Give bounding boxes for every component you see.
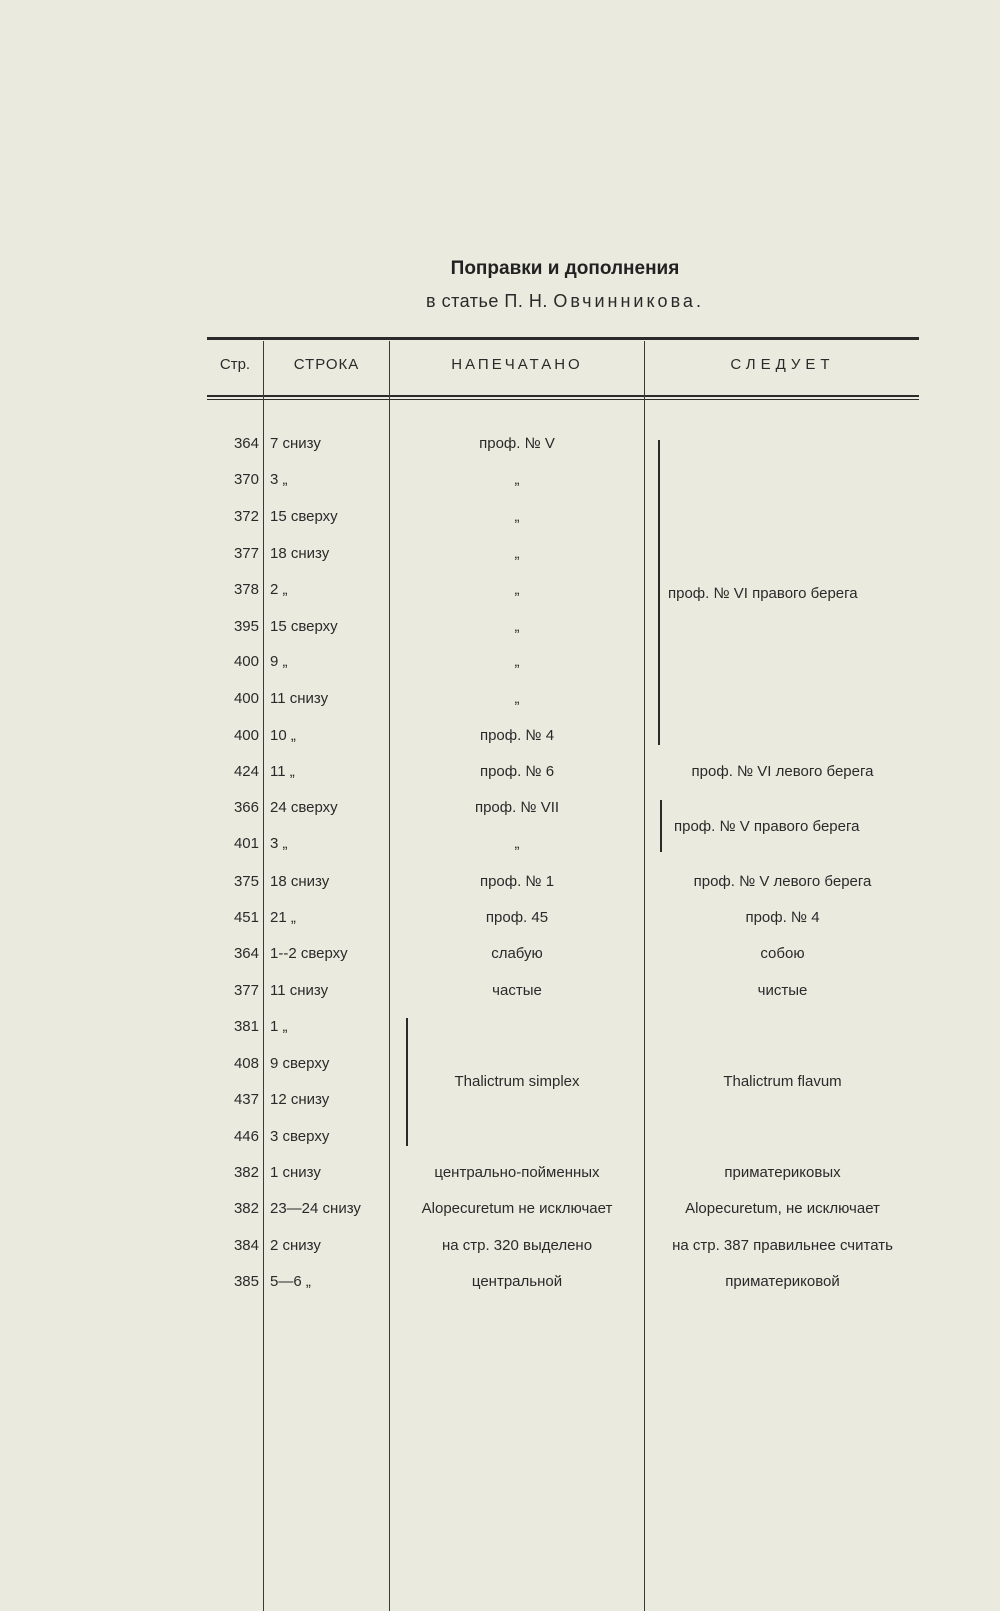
cell-line: 24 сверху [270, 799, 338, 816]
table-header-rule-1 [207, 395, 919, 397]
cell-printed: проф. № 4 [479, 727, 555, 744]
cell-page: 366 [233, 799, 259, 816]
cell-page: 395 [233, 618, 259, 635]
cell-line: 11 „ [270, 763, 295, 780]
cell-page: 382 [233, 1164, 259, 1181]
cell-line: 15 сверху [270, 508, 338, 525]
cell-page: 451 [233, 909, 259, 926]
cell-should: приматериковых [724, 1164, 841, 1181]
group-should-thalictrum: Thalictrum flavum [723, 1073, 842, 1090]
cell-page: 437 [233, 1091, 259, 1108]
column-divider-2 [389, 341, 390, 1611]
cell-page: 377 [233, 545, 259, 562]
cell-page: 385 [233, 1273, 259, 1290]
cell-line: 5—6 „ [270, 1273, 311, 1290]
cell-printed: „ [514, 508, 520, 525]
cell-page: 370 [233, 471, 259, 488]
cell-should: Alopecuretum, не исключает [685, 1200, 880, 1217]
table-header-rule-2 [207, 399, 919, 400]
cell-printed: „ [514, 835, 520, 852]
page-subtitle [0, 291, 1000, 312]
group-should-right-bank-v: проф. № V правого берега [674, 818, 860, 835]
cell-line: 10 „ [270, 727, 296, 744]
cell-line: 1 снизу [270, 1164, 321, 1181]
cell-line: 11 снизу [270, 690, 329, 707]
subtitle-author: Овчинникова. [553, 291, 704, 311]
cell-line: 9 „ [270, 653, 288, 670]
cell-printed: проф. № VII [474, 799, 560, 816]
cell-printed: слабую [491, 945, 543, 962]
cell-line: 23—24 снизу [270, 1200, 361, 1217]
cell-should: проф. № 4 [745, 909, 820, 926]
cell-printed: частые [492, 982, 542, 999]
cell-line: 18 снизу [270, 545, 330, 562]
brace-should-vi [658, 440, 660, 745]
cell-line: 1 „ [270, 1018, 288, 1035]
cell-printed: на стр. 320 выделено [441, 1237, 593, 1254]
column-divider-1 [263, 341, 264, 1611]
cell-page: 400 [233, 653, 259, 670]
cell-page: 375 [233, 873, 259, 890]
header-line: СТРОКА [293, 356, 360, 373]
cell-printed: „ [514, 581, 520, 598]
cell-page: 384 [233, 1237, 259, 1254]
cell-page: 372 [233, 508, 259, 525]
cell-page: 378 [233, 581, 259, 598]
cell-line: 2 снизу [270, 1237, 321, 1254]
cell-page: 446 [233, 1128, 259, 1145]
cell-printed: проф. № V [479, 435, 555, 452]
column-divider-3 [644, 341, 645, 1611]
header-printed: НАПЕЧАТАНО [451, 356, 583, 373]
subtitle-prefix: в статье П. Н. [426, 291, 548, 311]
cell-should: чистые [757, 982, 808, 999]
cell-printed: „ [514, 545, 520, 562]
cell-page: 364 [233, 945, 259, 962]
cell-page: 382 [233, 1200, 259, 1217]
cell-printed: Alopecuretum не исключает [421, 1200, 613, 1217]
cell-line: 12 снизу [270, 1091, 330, 1108]
cell-page: 377 [233, 982, 259, 999]
group-should-right-bank-vi: проф. № VI правого берега [668, 585, 858, 602]
cell-line: 3 „ [270, 471, 288, 488]
cell-printed: „ [514, 690, 520, 707]
cell-page: 400 [233, 727, 259, 744]
cell-line: 3 сверху [270, 1128, 330, 1145]
header-page: Стр. [219, 356, 251, 373]
cell-printed: „ [514, 653, 520, 670]
cell-printed: центрально-пойменных [434, 1164, 600, 1181]
cell-page: 381 [233, 1018, 259, 1035]
brace-should-v [660, 800, 662, 852]
cell-line: 7 снизу [270, 435, 321, 452]
cell-should: проф. № V левого берега [693, 873, 872, 890]
cell-should: приматериковой [725, 1273, 840, 1290]
cell-printed: проф. 45 [485, 909, 549, 926]
cell-page: 364 [233, 435, 259, 452]
cell-printed: „ [514, 471, 520, 488]
cell-line: 18 снизу [270, 873, 330, 890]
cell-page: 400 [233, 690, 259, 707]
cell-should: на стр. 387 правильнее считать [672, 1237, 893, 1254]
cell-page: 408 [233, 1055, 259, 1072]
cell-line: 21 „ [270, 909, 296, 926]
cell-printed: „ [514, 618, 520, 635]
cell-line: 11 снизу [270, 982, 329, 999]
cell-page: 424 [233, 763, 259, 780]
cell-should: проф. № VI левого берега [691, 763, 874, 780]
page-title: Поправки и дополнения [450, 258, 680, 279]
cell-printed: проф. № 1 [479, 873, 555, 890]
cell-line: 1--2 сверху [270, 945, 348, 962]
cell-should: собою [760, 945, 805, 962]
cell-printed: проф. № 6 [479, 763, 555, 780]
cell-printed: центральной [471, 1273, 563, 1290]
cell-line: 3 „ [270, 835, 288, 852]
cell-line: 2 „ [270, 581, 288, 598]
cell-page: 401 [233, 835, 259, 852]
cell-line: 9 сверху [270, 1055, 330, 1072]
cell-line: 15 сверху [270, 618, 338, 635]
table-top-rule [207, 337, 919, 340]
header-should: СЛЕДУЕТ [730, 356, 835, 373]
group-printed-thalictrum: Thalictrum simplex [454, 1073, 580, 1090]
